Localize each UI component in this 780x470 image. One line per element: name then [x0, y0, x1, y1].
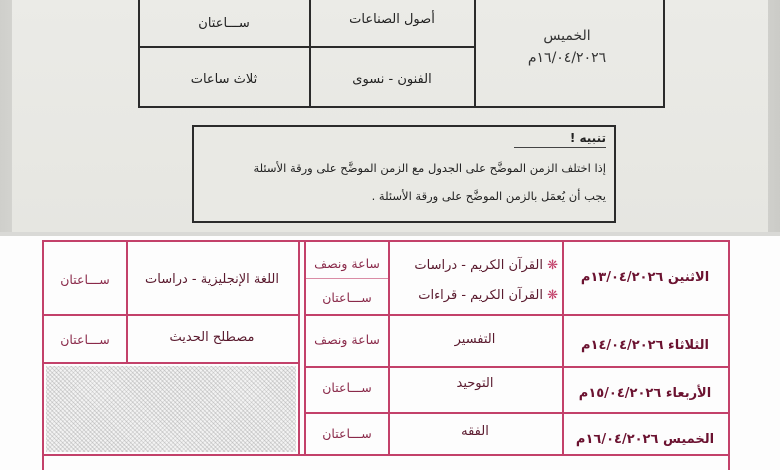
notice-line-1: إذا اختلف الزمن الموضَّح على الجدول مع الزمن الموضَّح على ورقة الأسئلة [253, 161, 606, 175]
frame-bottom [42, 454, 730, 456]
duration-cell: ســـاعتان [198, 16, 250, 31]
date-cell: الخميس ١٦/٠٤/٢٠٢٦م [575, 432, 715, 447]
row-divider [306, 314, 728, 316]
date-cell: الاثنين ١٣/٠٤/٢٠٢٦م [580, 270, 710, 285]
subject-cell: التفسير [454, 332, 496, 347]
duration-cell: ســـاعتان [322, 426, 372, 441]
col-divider [388, 242, 390, 454]
duration-cell: ســـاعتان [60, 332, 110, 347]
col-divider [309, 0, 311, 106]
date-cell: الثلاثاء ١٤/٠٤/٢٠٢٦م [581, 338, 709, 353]
col-divider [304, 242, 306, 454]
row-divider [44, 314, 298, 316]
notice-line-2: يجب أن يُعمَل بالزمن الموضَّح على ورقة الأسئلة . [371, 189, 606, 203]
subject-cell: الفنون - نسوى [352, 72, 432, 87]
col-divider [562, 242, 564, 454]
subject-cell: ❋ القرآن الكريم - دراسات [414, 258, 558, 273]
bullet-icon: ❋ [547, 288, 558, 303]
duration-cell: ثلاث ساعات [190, 72, 258, 87]
frame-top [42, 240, 730, 242]
table-left-border [138, 0, 140, 108]
duration-cell: ســـاعتان [322, 380, 372, 395]
row-divider [306, 412, 728, 414]
duration-cell: ســـاعتان [322, 290, 372, 305]
table-right-border [663, 0, 665, 108]
frame-left [42, 240, 44, 470]
notice-title: تنبيه ! [569, 131, 606, 145]
notice-box [192, 125, 616, 223]
hatched-empty-cell [46, 366, 296, 452]
row-divider [140, 46, 475, 48]
table-bottom-border [138, 106, 665, 108]
col-divider [298, 242, 300, 454]
bottom-photo [0, 236, 780, 470]
subject-cell: مصطلح الحديث [169, 330, 255, 345]
row-divider [306, 366, 728, 368]
subject-cell: الفقه [461, 424, 489, 439]
row-divider [44, 362, 298, 364]
notice-title-underline [514, 147, 606, 148]
duration-sub-divider [306, 278, 388, 279]
frame-right [728, 240, 730, 470]
date-label: ١٦/٠٤/٢٠٢٦م [527, 50, 607, 66]
duration-cell: ساعة ونصف [314, 256, 380, 271]
col-divider [474, 0, 476, 106]
date-cell: الأربعاء ١٥/٠٤/٢٠٢٦م [578, 386, 712, 401]
subject-cell: ❋ القرآن الكريم - قراءات [418, 288, 558, 303]
duration-cell: ســـاعتان [60, 272, 110, 287]
top-photo [0, 0, 780, 232]
duration-cell: ساعة ونصف [314, 332, 380, 347]
subject-cell: أصول الصناعات [349, 12, 435, 27]
bullet-icon: ❋ [547, 258, 558, 273]
day-label: الخميس [543, 28, 591, 44]
col-divider [126, 242, 128, 362]
subject-cell: اللغة الإنجليزية - دراسات [145, 272, 279, 287]
top-paper [12, 0, 768, 232]
subject-cell: التوحيد [456, 376, 494, 391]
